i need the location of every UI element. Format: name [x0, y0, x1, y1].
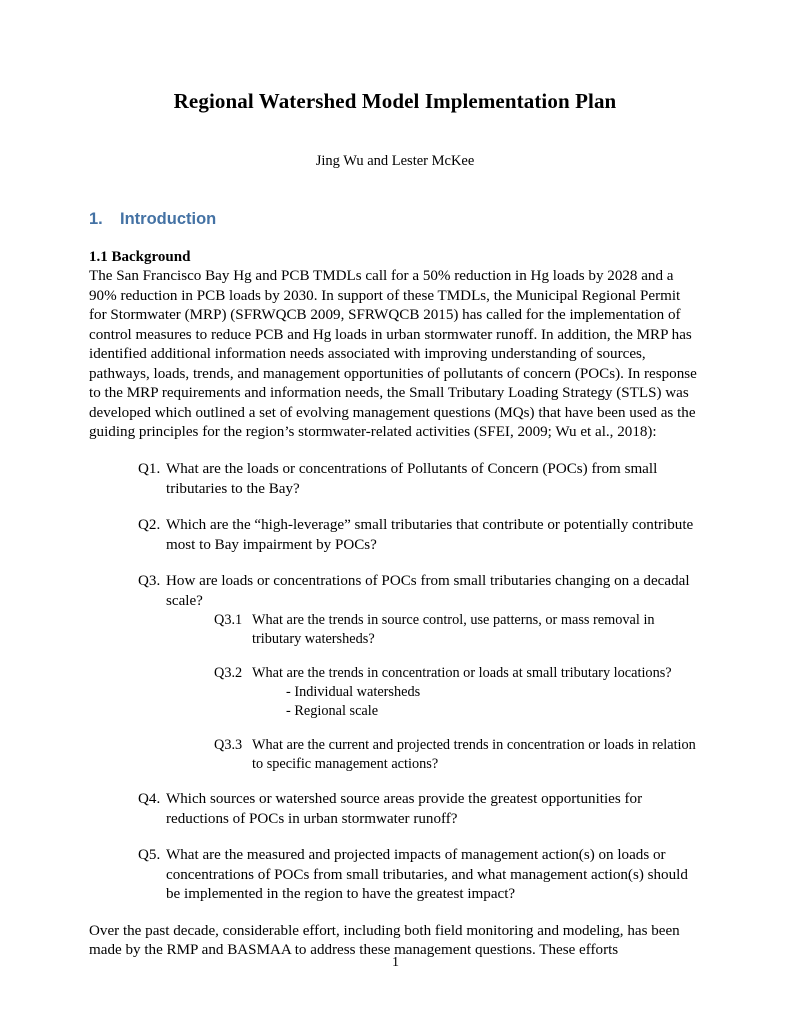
question-label: Q2.	[138, 517, 161, 534]
question-item	[138, 516, 701, 555]
subquestion-label: Q3.1	[214, 612, 243, 629]
section-number: 1.	[89, 210, 103, 229]
page-number: 1	[392, 955, 399, 970]
subquestion-list	[166, 611, 701, 773]
question-item	[138, 460, 701, 499]
subsection-heading: 1.1 Background	[89, 248, 191, 265]
question-item	[138, 790, 701, 829]
question-label: Q4.	[138, 791, 161, 808]
list-item: - Individual watersheds	[286, 683, 421, 700]
subquestion-text: What are the current and projected trends in concentration or loads in relation to specific management actions?	[252, 737, 696, 772]
question-text: What are the measured and projected impacts of management action(s) on loads or concentrations of POCs from small tributaries, and what management action(s) should be implemented in the region to have the greatest impact?	[166, 847, 688, 903]
question-text: How are loads or concentrations of POCs from small tributaries changing on a decadal scale?	[166, 573, 690, 609]
question-text: Which are the “high-leverage” small tributaries that contribute or potentially contribute most to Bay impairment by POCs?	[166, 517, 694, 553]
page-content	[89, 0, 701, 960]
background-paragraph: The San Francisco Bay Hg and PCB TMDLs call for a 50% reduction in Hg loads by 2028 and a 90% reduction in PCB loads by 2030. In support of these TMDLs, the Municipal Regional Permit for Stormwater (MRP) (SFRWQCB 2009, SFRWQCB 2015) has called for the implementation of control measures to reduce PCB and Hg loads in urban stormwater runoff. In addition, the MRP has identified additional information needs associated with improving understanding of sources, pathways, loads, trends, and management opportunities of pollutants of concern (POCs). In response to the MRP requirements and information needs, the Small Tributary Loading Strategy (STLS) was developed which outlined a set of evolving management questions (MQs) that have been used as the guiding principles for the region’s stormwater-related activities (SFEI, 2009; Wu et al., 2018):	[89, 268, 697, 440]
question-item	[138, 572, 701, 773]
list-item: - Regional scale	[286, 702, 379, 719]
question-label: Q1.	[138, 461, 161, 478]
closing-paragraph: Over the past decade, considerable effort, including both field monitoring and modeling, has been made by the RMP and BASMAA to address these management questions. These efforts	[89, 922, 680, 958]
document-authors: Jing Wu and Lester McKee	[315, 153, 475, 170]
management-questions-list	[89, 442, 701, 904]
question-label: Q5.	[138, 847, 161, 864]
question-text: Which sources or watershed source areas provide the greatest opportunities for reductions of POCs in urban stormwater runoff?	[166, 791, 643, 827]
subquestion-text: What are the trends in source control, use patterns, or mass removal in tributary watersheds?	[252, 612, 655, 647]
subquestion-bullets	[252, 683, 701, 720]
subquestion-label: Q3.2	[214, 665, 243, 682]
subquestion-item	[214, 611, 701, 648]
section-title: Introduction	[120, 210, 217, 229]
subquestion-item	[214, 736, 701, 773]
subquestion-text: What are the trends in concentration or loads at small tributary locations?	[252, 665, 672, 682]
subquestion-item	[214, 664, 701, 720]
question-text: What are the loads or concentrations of Pollutants of Concern (POCs) from small tributaries to the Bay?	[166, 461, 658, 497]
question-item	[138, 846, 701, 904]
section-heading	[89, 171, 701, 230]
question-label: Q3.	[138, 573, 161, 590]
subquestion-label: Q3.3	[214, 737, 243, 754]
document-title: Regional Watershed Model Implementation Plan	[173, 89, 617, 113]
